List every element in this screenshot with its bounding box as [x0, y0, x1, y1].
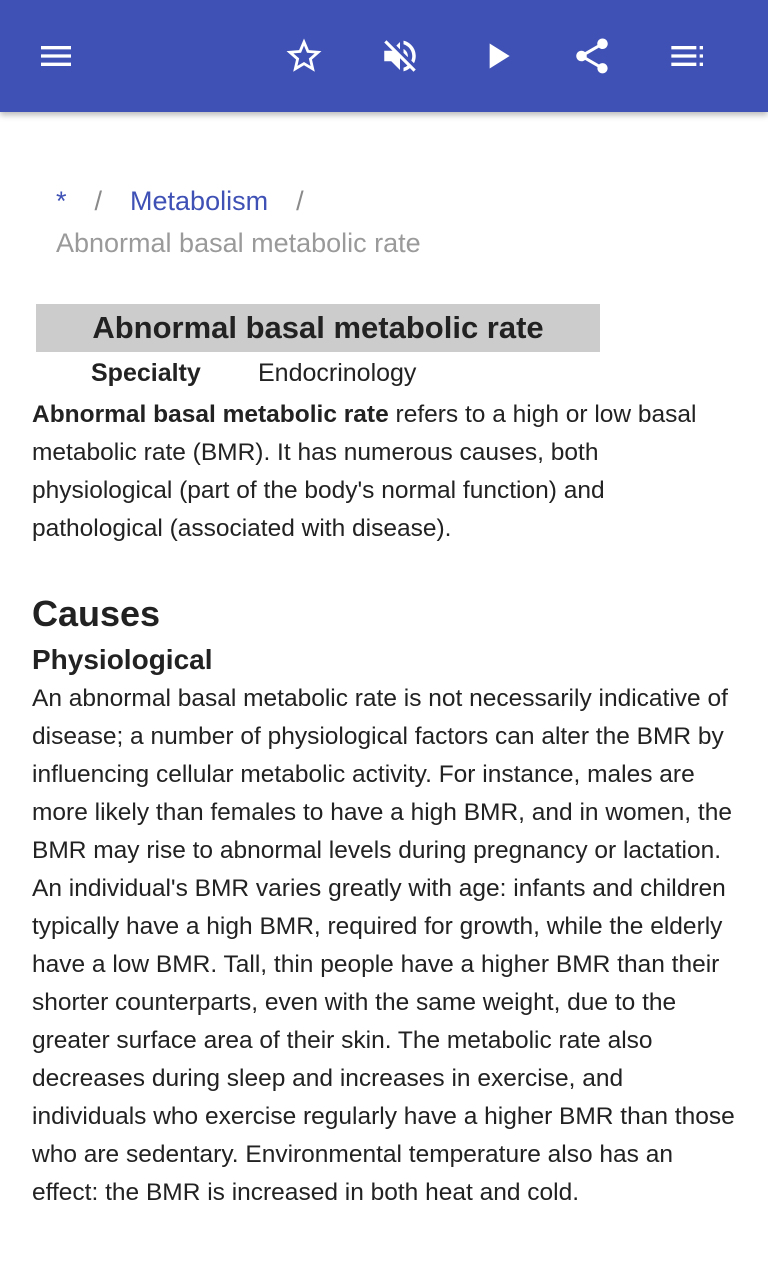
menu-icon: [36, 36, 76, 76]
share-button[interactable]: [564, 28, 620, 84]
infobox-label: Specialty: [91, 359, 201, 387]
star-outline-icon: [283, 35, 325, 77]
intro-paragraph: [32, 396, 740, 548]
intro-bold-term: Abnormal basal metabolic rate: [32, 401, 389, 428]
breadcrumb-separator: /: [296, 186, 304, 216]
mute-button[interactable]: [372, 28, 428, 84]
infobox-row: [36, 356, 600, 390]
breadcrumb-category-link[interactable]: Metabolism: [130, 186, 269, 216]
intro-text: refers to a high or low basal metabolic rate (BMR). It has numerous causes, both physiological (part of the body's normal function) and pathological (associated with disease).: [32, 401, 697, 542]
article-body: [32, 396, 740, 1212]
menu-button[interactable]: [28, 28, 84, 84]
play-button[interactable]: [470, 28, 526, 84]
volume-off-icon: [379, 35, 421, 77]
infobox-title: Abnormal basal metabolic rate: [36, 304, 600, 352]
favorite-button[interactable]: [276, 28, 332, 84]
share-icon: [571, 35, 613, 77]
breadcrumb-current: Abnormal basal metabolic rate: [56, 228, 421, 258]
section-heading-causes: Causes: [32, 593, 161, 634]
playlist-icon: [668, 36, 708, 76]
subsection-heading-physiological: Physiological: [32, 644, 213, 675]
app-bar: [0, 0, 768, 112]
article-page: [0, 112, 768, 1280]
breadcrumb-separator: /: [94, 186, 103, 216]
playlist-button[interactable]: [660, 28, 716, 84]
play-icon: [478, 36, 518, 76]
breadcrumb: [56, 180, 716, 264]
breadcrumb-home-link[interactable]: *: [56, 186, 67, 216]
infobox-value: Endocrinology: [258, 359, 417, 387]
physiological-paragraph: An abnormal basal metabolic rate is not necessarily indicative of disease; a number of physiological factors can alter the BMR by influencing cellular metabolic activity. For instance, males are more likely than females to have a high BMR, and in women, the BMR may rise to abnormal levels during pregnancy or lactation. An individual's BMR varies greatly with age: infants and children typically have a high BMR, required for growth, while the elderly have a low BMR. Tall, thin people have a higher BMR than their shorter counterparts, even with the same weight, due to the greater surface area of their skin. The metabolic rate also decreases during sleep and increases in exercise, and individuals who exercise regularly have a higher BMR than those who are sedentary. Environmental temperature also has an effect: the BMR is increased in both heat and cold.: [32, 685, 735, 1206]
